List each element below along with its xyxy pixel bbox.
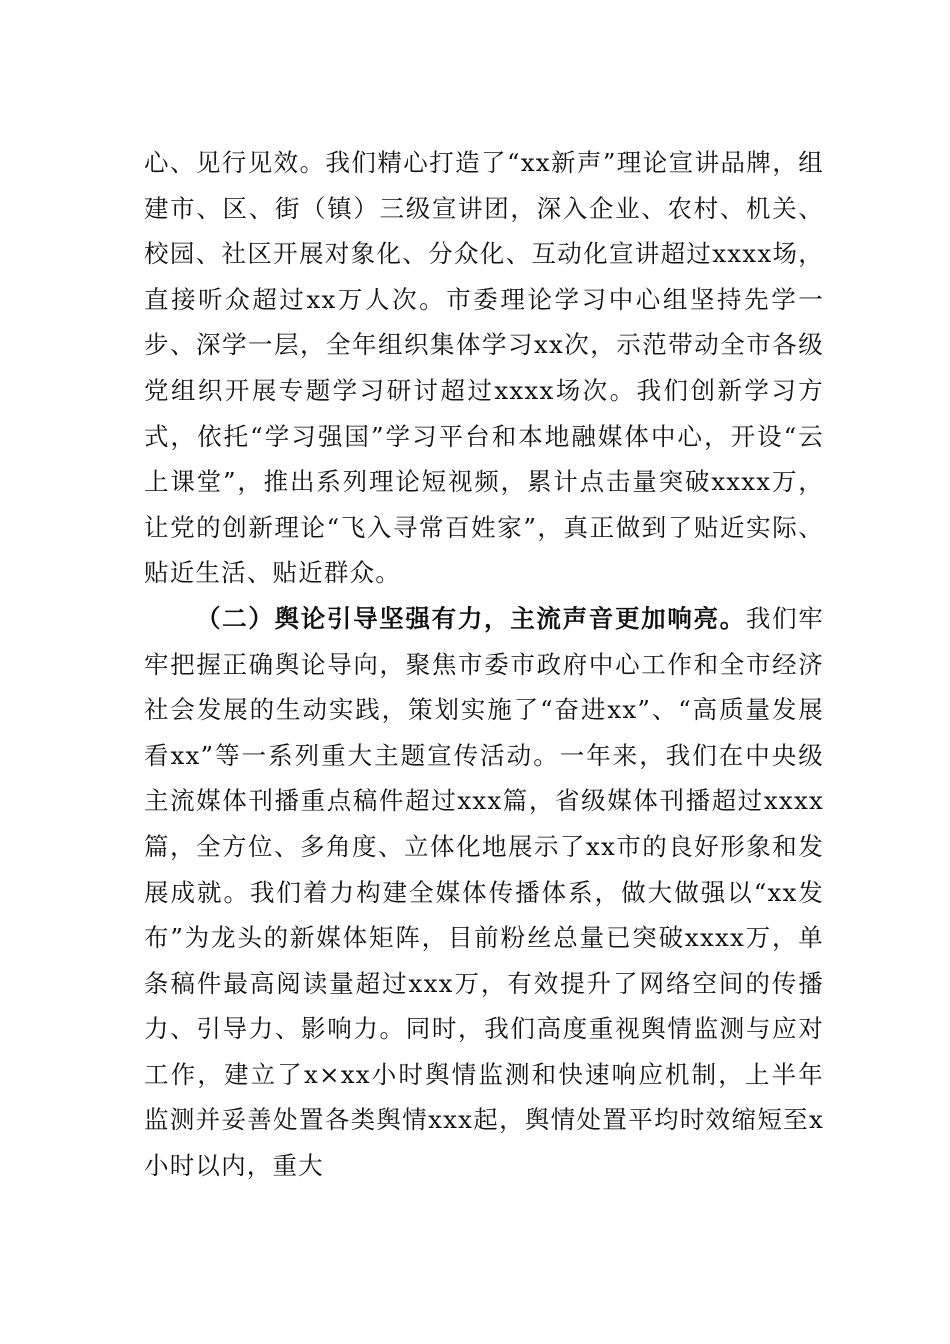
section-heading-2: （二）舆论引导坚强有力，主流声音更加响亮。 xyxy=(196,603,746,633)
document-body xyxy=(144,140,824,1189)
paragraph-2-text: 我们牢牢把握正确舆论导向，聚焦市委市政府中心工作和全市经济社会发展的生动实践，策划实施了“奋进xx”、“高质量发展看xx”等一系列重大主题宣传活动。一年来，我们在中央级主流媒体刊播重点稿件超过xxx篇，省级媒体刊播超过xxxx篇，全方位、多角度、立体化地展示了xx市的良好形象和发展成就。我们着力构建全媒体传播体系，做大做强以“xx发布”为龙头的新媒体矩阵，目前粉丝总量已突破xxxx万，单条稿件最高阅读量超过xxx万，有效提升了网络空间的传播力、引导力、影响力。同时，我们高度重视舆情监测与应对工作，建立了x×xx小时舆情监测和快速响应机制，上半年监测并妥善处置各类舆情xxx起，舆情处置平均时效缩短至x小时以内，重大 xyxy=(144,603,824,1181)
paragraph-2 xyxy=(144,596,824,1189)
paragraph-1-text: 心、见行见效。我们精心打造了“xx新声”理论宣讲品牌，组建市、区、街（镇）三级宣讲团，深入企业、农村、机关、校园、社区开展对象化、分众化、互动化宣讲超过xxxx场，直接听众超过xx万人次。市委理论学习中心组坚持先学一步、深学一层，全年组织集体学习xx次，示范带动全市各级党组织开展专题学习研讨超过xxxx场次。我们创新学习方式，依托“学习强国”学习平台和本地融媒体中心，开设“云上课堂”，推出系列理论短视频，累计点击量突破xxxx万，让党的创新理论“飞入寻常百姓家”，真正做到了贴近实际、贴近生活、贴近群众。 xyxy=(144,148,824,588)
paragraph-1 xyxy=(144,140,824,596)
